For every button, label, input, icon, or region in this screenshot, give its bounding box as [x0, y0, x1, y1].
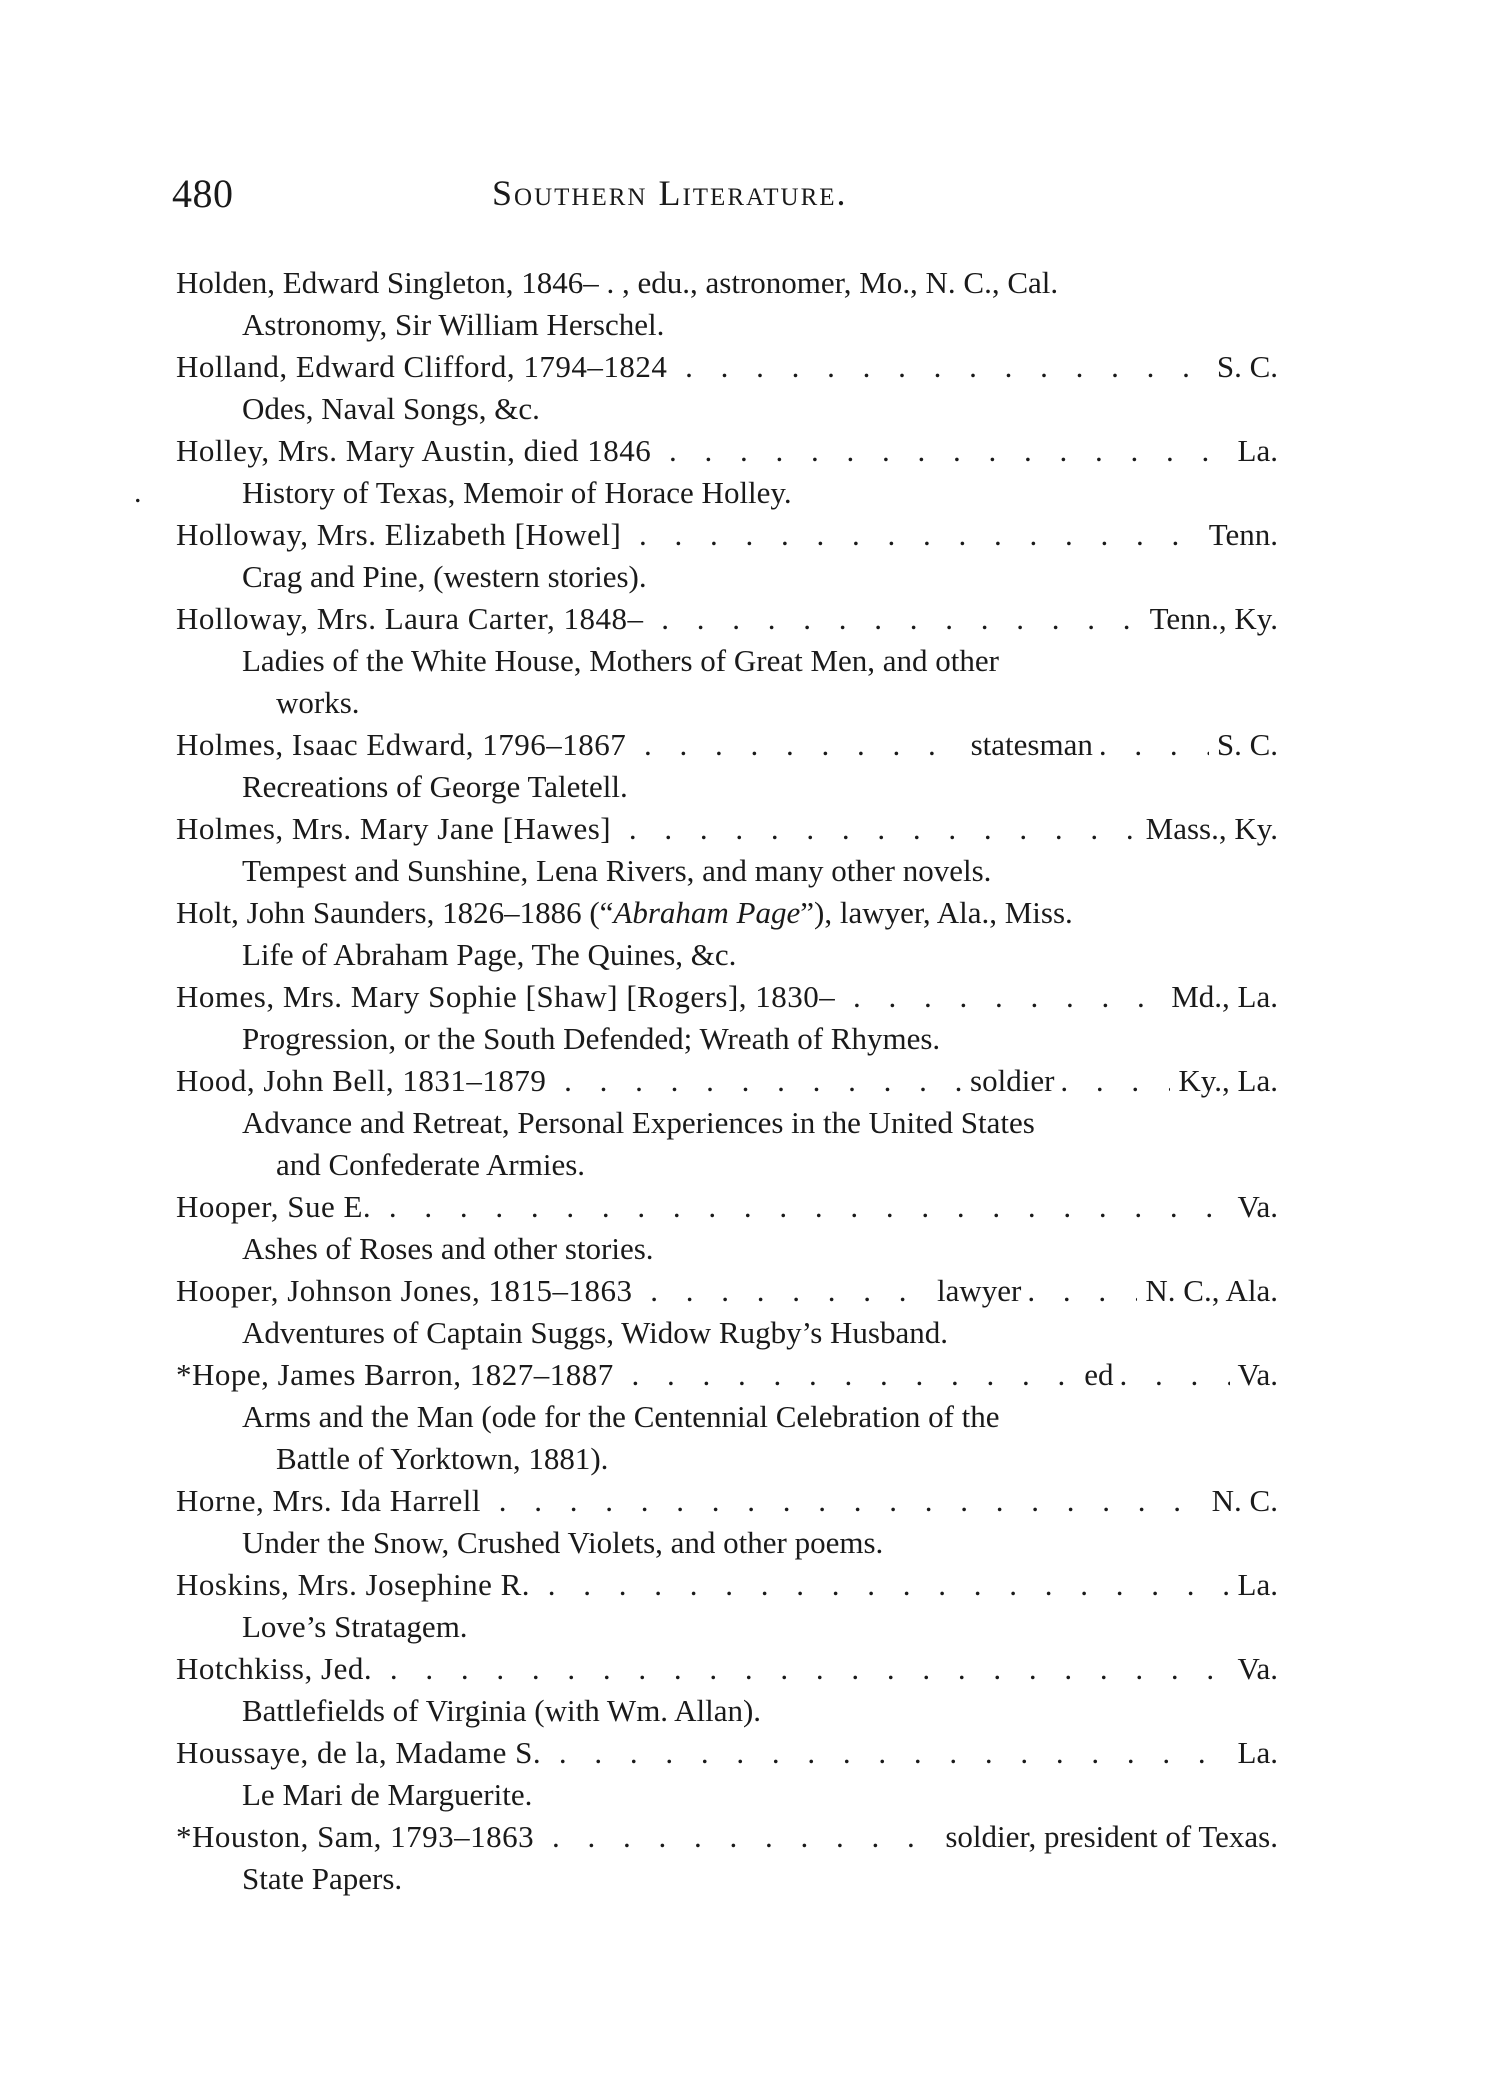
entry-works-line: Adventures of Captain Suggs, Widow Rugby’s Husband.: [242, 1315, 948, 1350]
entry-works-line: [134, 472, 1278, 514]
entry-works-line: Crag and Pine, (western stories).: [242, 559, 647, 594]
entry-head-line: [176, 346, 1278, 388]
entry-works-line: Ladies of the White House, Mothers of Great Men, and other: [242, 643, 999, 678]
entry-author: Holloway, Mrs. Elizabeth [Howel] . . .: [176, 514, 1201, 556]
entry-place: Va.: [1237, 1189, 1278, 1224]
entry-place: Tenn.: [1208, 517, 1278, 552]
entry-place: Mass., Ky.: [1145, 811, 1278, 846]
entry-works-line: Ashes of Roses and other stories.: [242, 1231, 654, 1266]
entry-works-line: Battlefields of Virginia (with Wm. Allan).: [242, 1693, 762, 1728]
entry-occupation: statesman: [970, 727, 1093, 762]
dot-leader: [1060, 1060, 1170, 1102]
dot-leader: [1027, 1270, 1137, 1312]
entry-place: La.: [1237, 1567, 1278, 1602]
entry-head-line: [176, 1816, 1278, 1858]
entry-head-post: ”), lawyer, Ala., Miss.: [800, 895, 1073, 930]
entry-author: Holley, Mrs. Mary Austin, died 1846 . . .: [176, 430, 1230, 472]
entry-head-line: [176, 514, 1278, 556]
entry-author: Holmes, Mrs. Mary Jane [Hawes] . . .: [176, 808, 1138, 850]
entry-place: Tenn., Ky.: [1149, 601, 1278, 636]
entry-head-line: [176, 1564, 1278, 1606]
entry-works-line: Progression, or the South Defended; Wreath of Rhymes.: [242, 1021, 941, 1056]
entry-works-text: History of Texas, Memoir of Horace Holley.: [242, 475, 792, 510]
entry-works-line: Tempest and Sunshine, Lena Rivers, and many other novels.: [242, 853, 992, 888]
entry-head-line: [176, 976, 1278, 1018]
entry-occupation: lawyer: [937, 1273, 1022, 1308]
entry-head-line: [176, 1732, 1278, 1774]
entry-place: soldier, president of Texas.: [945, 1819, 1278, 1854]
entry-head-line: [176, 1354, 1278, 1396]
entry-works-line: Astronomy, Sir William Herschel.: [242, 307, 665, 342]
entry-author: *Hope, James Barron, 1827–1887 . . .: [176, 1354, 1078, 1396]
entry-place: S. C.: [1216, 727, 1278, 762]
entry-author: *Houston, Sam, 1793–1863 . . .: [176, 1816, 937, 1858]
entry-author: Hoskins, Mrs. Josephine R. . . .: [176, 1564, 1230, 1606]
entry-head-line: [176, 1648, 1278, 1690]
running-title: Southern Literature.: [492, 173, 848, 213]
entry-author: Holloway, Mrs. Laura Carter, 1848– . . .: [176, 598, 1142, 640]
dot-leader: [1120, 1354, 1230, 1396]
entry-place: Va.: [1237, 1357, 1278, 1392]
entry-works-line: Recreations of George Taletell.: [242, 769, 628, 804]
entry-place: La.: [1237, 1735, 1278, 1770]
entry-head-line: [176, 1186, 1278, 1228]
entry-works-line: Battle of Yorktown, 1881).: [276, 1441, 609, 1476]
entry-head-line: [176, 808, 1278, 850]
entry-place: N. C.: [1211, 1483, 1278, 1518]
dot-leader: [1099, 724, 1209, 766]
entry-head-line: [176, 430, 1278, 472]
entry-head-line: [176, 262, 1278, 304]
page-number: 480: [172, 171, 234, 216]
entry-occupation: soldier: [970, 1063, 1055, 1098]
entry-pseudonym: Abraham Page: [613, 895, 801, 930]
entry-head-line: [176, 1480, 1278, 1522]
entry-works-line: Under the Snow, Crushed Violets, and other poems.: [242, 1525, 884, 1560]
entry-occupation: ed: [1084, 1357, 1114, 1392]
entry-works-line: Arms and the Man (ode for the Centennial Celebration of the: [242, 1399, 1000, 1434]
entry-place: S. C.: [1216, 349, 1278, 384]
entry-author: Houssaye, de la, Madame S. . . .: [176, 1732, 1230, 1774]
entry-author: Hooper, Johnson Jones, 1815–1863 . . .: [176, 1270, 931, 1312]
entry-place: Md., La.: [1171, 979, 1278, 1014]
entry-author: Hotchkiss, Jed. . . .: [176, 1648, 1230, 1690]
margin-mark: .: [134, 476, 142, 509]
entry-works-line: State Papers.: [242, 1861, 403, 1896]
entry-place: La.: [1237, 433, 1278, 468]
entry-works-line: Advance and Retreat, Personal Experiences in the United States: [242, 1105, 1035, 1140]
entry-head-line: [176, 1270, 1278, 1312]
entry-author: Holmes, Isaac Edward, 1796–1867 . . .: [176, 724, 965, 766]
entry-works-line: Odes, Naval Songs, &c.: [242, 391, 540, 426]
entry-place: Ky., La.: [1178, 1063, 1278, 1098]
entry-place: Va.: [1237, 1651, 1278, 1686]
entry-head-line: [176, 892, 1278, 934]
entry-head-line: [176, 1060, 1278, 1102]
entry-head-pre: Holt, John Saunders, 1826–1886 (“: [176, 895, 614, 930]
entry-works-line: Le Mari de Marguerite.: [242, 1777, 533, 1812]
entry-place: N. C., Ala.: [1145, 1273, 1278, 1308]
entry-author: Horne, Mrs. Ida Harrell . . .: [176, 1480, 1204, 1522]
entry-author: Hooper, Sue E. . . .: [176, 1186, 1230, 1228]
entry-head: Holden, Edward Singleton, 1846– . , edu., astronomer, Mo., N. C., Cal.: [176, 265, 1059, 300]
author-entries-list: [134, 262, 1278, 1900]
entry-author: Holland, Edward Clifford, 1794–1824 . . .: [176, 346, 1209, 388]
entry-works-line: Love’s Stratagem.: [242, 1609, 468, 1644]
entry-head-line: [176, 598, 1278, 640]
page-header: [172, 170, 1282, 220]
entry-works-line: works.: [276, 685, 360, 720]
entry-head-line: [176, 724, 1278, 766]
entry-works-line: Life of Abraham Page, The Quines, &c.: [242, 937, 737, 972]
entry-works-line: and Confederate Armies.: [276, 1147, 586, 1182]
entry-author: Hood, John Bell, 1831–1879 . . .: [176, 1060, 964, 1102]
entry-author: Homes, Mrs. Mary Sophie [Shaw] [Rogers], 1830– . . .: [176, 976, 1163, 1018]
